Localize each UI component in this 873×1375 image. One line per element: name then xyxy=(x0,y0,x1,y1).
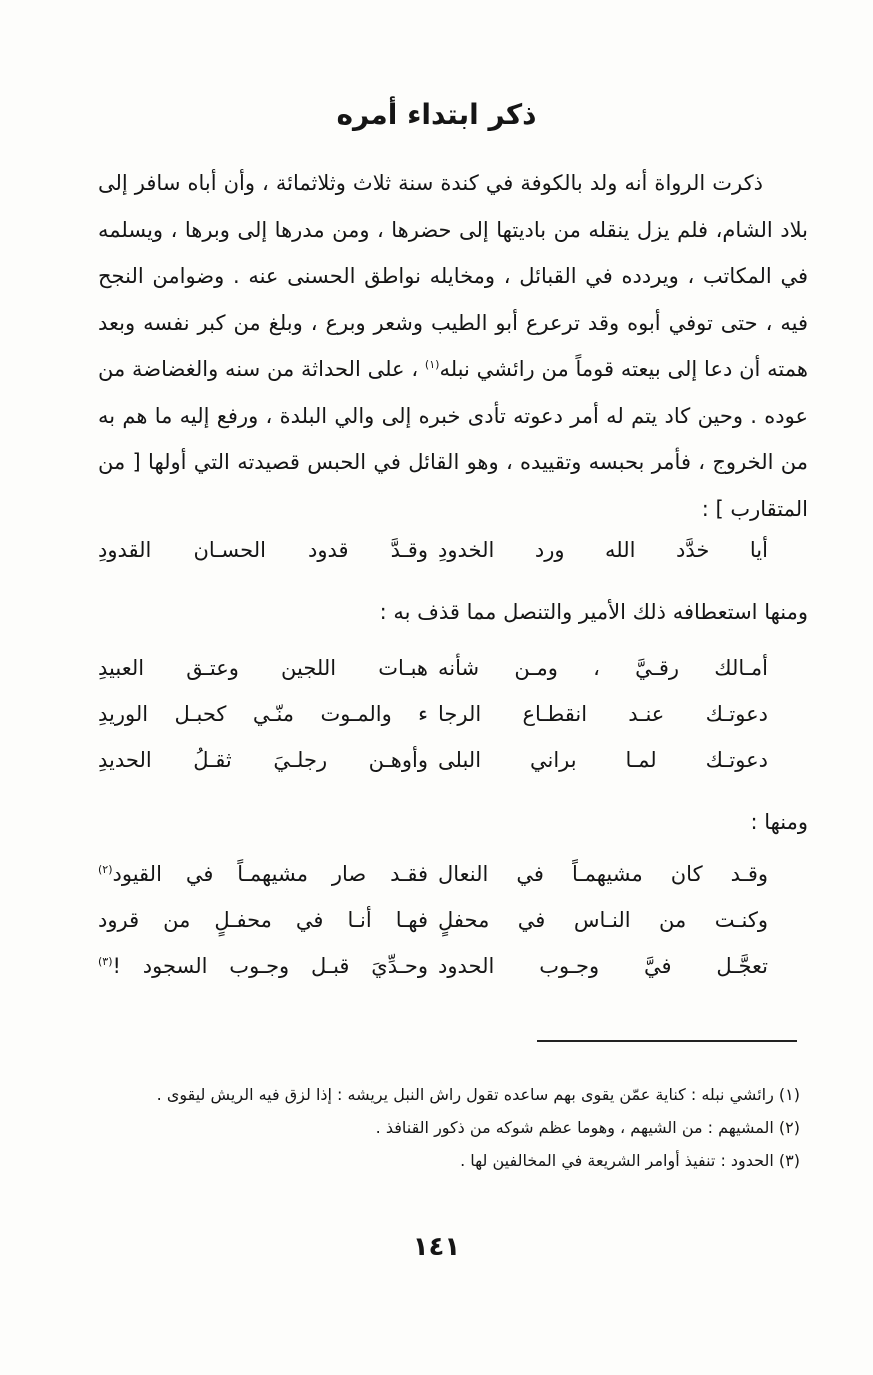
paragraph-part-2: ، على الحداثة من سنه والغضاضة من عوده . وحين كاد يتم له أمر دعوته تأدى خبره إلى والي البلدة ، ورفع إليه ما هم به من الخروج ، فأمر بحبسه وتقييده ، وهو القائل في الحبس قصيدته التي أولها [ من المتقارب ] : xyxy=(98,357,808,521)
verse-line xyxy=(98,702,808,746)
verse-second-text: وحـدِّيَ قبـل وجـوب السجود ! xyxy=(112,954,428,978)
verse-second-hemistich: ء والمـوت منّـي كحبـل الوريدِ xyxy=(98,702,428,726)
verse-first-hemistich: دعوتـك عنـد انقطـاع الرجا xyxy=(438,702,768,726)
verse-second-hemistich: هبـات اللجين وعتـق العبيدِ xyxy=(98,656,428,680)
intro-line: ومنها استعطافه ذلك الأمير والتنصل مما قذف به : xyxy=(379,600,808,624)
footnote-3: (٣) الحدود : تنفيذ أوامر الشريعة في المخالفين لها . xyxy=(460,1151,800,1170)
verse-second-hemistich: فهـا أنـا في محفـلٍ من قرود xyxy=(98,908,428,932)
verse-line xyxy=(98,908,808,952)
section-title: ذكر ابتداء أمره xyxy=(336,98,537,131)
verse-first-hemistich: أيا خدَّد الله ورد الخدودِ xyxy=(438,538,768,562)
footnote-divider xyxy=(537,1040,797,1042)
verse-first-hemistich: تعجَّـل فيَّ وجـوب الحدود xyxy=(438,954,768,978)
intro-paragraph xyxy=(98,160,808,532)
page-number: ١٤١ xyxy=(412,1232,461,1262)
verse-line xyxy=(98,862,808,906)
footnote-2: (٢) المشيهم : من الشيهم ، وهوما عظم شوكه من ذكور القنافذ . xyxy=(375,1118,800,1137)
verse-second-hemistich: وقـدَّ قدود الحسـان القدودِ xyxy=(98,538,428,562)
verse-first-hemistich: دعوتـك لمـا براني البلى xyxy=(438,748,768,772)
verse-second-hemistich: وأوهـن رجلـيَ ثقـلُ الحديدِ xyxy=(98,748,428,772)
verse-second-text: فقـد صار مشيهمـاً في القيود xyxy=(112,862,428,886)
footnote-marker-2: (٢) xyxy=(98,863,113,876)
intro-line: ومنها : xyxy=(750,810,808,834)
verse-first-hemistich: وقـد كان مشيهمـاً في النعال xyxy=(438,862,768,886)
verse-line xyxy=(98,954,808,998)
footnotes xyxy=(100,1078,800,1177)
footnote-1: (١) رائشي نبله : كناية عمّن يقوى بهم ساعده تقول راش النبل يريشه : إذا لزق فيه الريش ليقوى . xyxy=(156,1085,800,1104)
verse-line xyxy=(98,656,808,700)
verse-line xyxy=(98,748,808,792)
verse-first-hemistich: وكنـت من النـاس في محفلٍ xyxy=(438,908,768,932)
verse-second-hemistich xyxy=(98,862,428,886)
footnote-marker-3: (٣) xyxy=(98,955,113,968)
paragraph-part-1: ذكرت الرواة أنه ولد بالكوفة في كندة سنة ثلاث وثلاثمائة ، وأن أباه سافر إلى بلاد الشام، فلم يزل ينقله من باديتها إلى حضرها ، ومن مدرها إلى وبرها ، ويسلمه في المكاتب ، ويردده في القبائل ، ومخايله نواطق الحسنى عنه . وضوامن النجح فيه ، حتى توفي أبوه وقد ترعرع أبو الطيب وشعر وبرع ، وبلغ من كبر نفسه وبعد همته أن دعا إلى بيعته قوماً من رائشي نبله xyxy=(98,171,808,381)
verse-second-hemistich xyxy=(98,954,428,978)
verse-line xyxy=(98,538,808,582)
verse-first-hemistich: أمـالك رقـيَّ ، ومـن شأنه xyxy=(438,656,768,680)
paragraph-text xyxy=(98,160,808,532)
footnote-marker-1: (١) xyxy=(424,358,440,371)
